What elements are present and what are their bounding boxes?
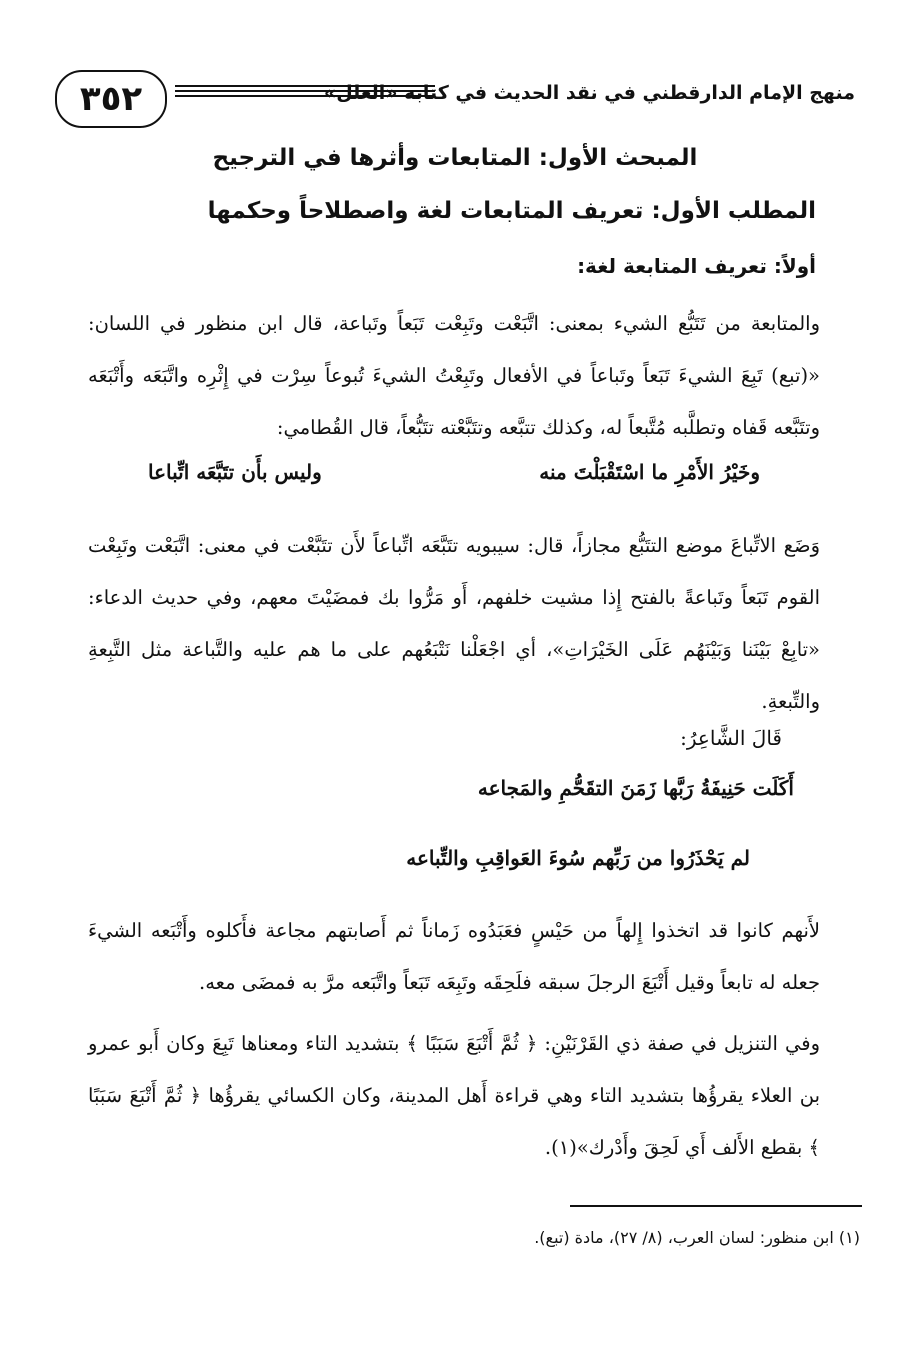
page-number: ٣٥٢ xyxy=(55,70,167,128)
item-title: أولاً: تعريف المتابعة لغة: xyxy=(577,254,816,278)
page-header xyxy=(55,70,855,130)
footnote-divider xyxy=(570,1205,862,1207)
verse-qutami xyxy=(88,460,820,484)
paragraph-1: والمتابعة من تَتَبُّع الشيء بمعنى: اتَّبَعْت وتَبِعْت تَبَعاً وتَباعة، قال ابن منظور في اللسان: «(تبع) تَبِعَ الشيءَ تَبَعاً وتَباعاً في الأفعال وتَبِعْتُ الشيءَ تُبوعاً سِرْت في إِثْرِه واتَّبَعَه وأَتْبَعَه وتتَبَّعه قَفاه وتطلَّبه مُتَّبعاً له، وكذلك تتبَّعه وتتَبَّعْته تتَبُّعاً، قال القُطامي: xyxy=(88,312,820,439)
verse-line-1: أَكَلَت حَنِيفَةُ رَبَّها زَمَنَ التقَحُّمِ والمَجاعه xyxy=(477,776,794,800)
section-title: المبحث الأول: المتابعات وأثرها في الترجيح xyxy=(212,145,698,171)
paragraph-2: وَضَع الاتِّباعَ موضع التتَبُّع مجازاً، قال: سيبويه تتَبَّعَه اتِّباعاً لأَن تتَبَّعْت في معنى: اتَّبَعْت وتَبِعْت القوم تَبَعاً وتَباعةً بالفتح إِذا مشيت خلفهم، أَو مَرُّوا بك فمضَيْتَ معهم، وفي حديث الدعاء: «تابِعْ بَيْنَنا وَبَيْنَهُم عَلَى الخَيْرَاتِ»، أي اجْعَلْنا نَتْبَعُهم على ما هم عليه والتَّباعة مثل التَّبِعةِ والتِّبعةِ. xyxy=(88,534,820,713)
verse-second-hemistich: وليس بأَن تتَبَّعَه اتِّباعا xyxy=(148,460,322,484)
paragraph-3: لأَنهم كانوا قد اتخذوا إِلهاً من حَيْسٍ فعَبَدُوه زَماناً ثم أَصابتهم مجاعة فأَكلوه وأَتْبَعه الشيءَ جعله له تابعاً وقيل أَتْبَعَ الرجلَ سبقه فلَحِقَه وتَبِعَه تَبَعاً واتَّبَعه مرَّ به فمضَى معه. xyxy=(88,919,820,994)
running-title: منهج الإمام الدارقطني في نقد الحديث في كتابه «العلل» xyxy=(323,82,855,104)
footnote: (١) ابن منظور: لسان العرب، (٨/ ٢٧)، مادة (تبع). xyxy=(534,1228,860,1247)
paragraph-4: وفي التنزيل في صفة ذي القَرْنَيْنِ: ﴿ ثُمَّ أَتْبَعَ سَبَبًا ﴾ بتشديد التاء ومعناها تَبِعَ وكان أَبو عمرو بن العلاء يقرؤُها بتشديد التاء وهي قراءة أَهل المدينة، وكان الكسائي يقرؤُها ﴿ ثُمَّ أَتْبَعَ سَبَبًا ﴾ بقطع الأَلف أَي لَحِقَ وأَدْرك»(١). xyxy=(88,1032,820,1159)
subsection-title: المطلب الأول: تعريف المتابعات لغة واصطلاحاً وحكمها xyxy=(207,198,816,224)
verse-first-hemistich: وخَيْرُ الأَمْرِ ما اسْتَقْبَلْتَ منه xyxy=(539,460,760,484)
poet-label: قَالَ الشَّاعِرُ: xyxy=(680,726,782,750)
verse-line-2: لم يَحْذَرُوا من رَبِّهم سُوءَ العَواقِبِ والتِّباعه xyxy=(406,846,750,870)
